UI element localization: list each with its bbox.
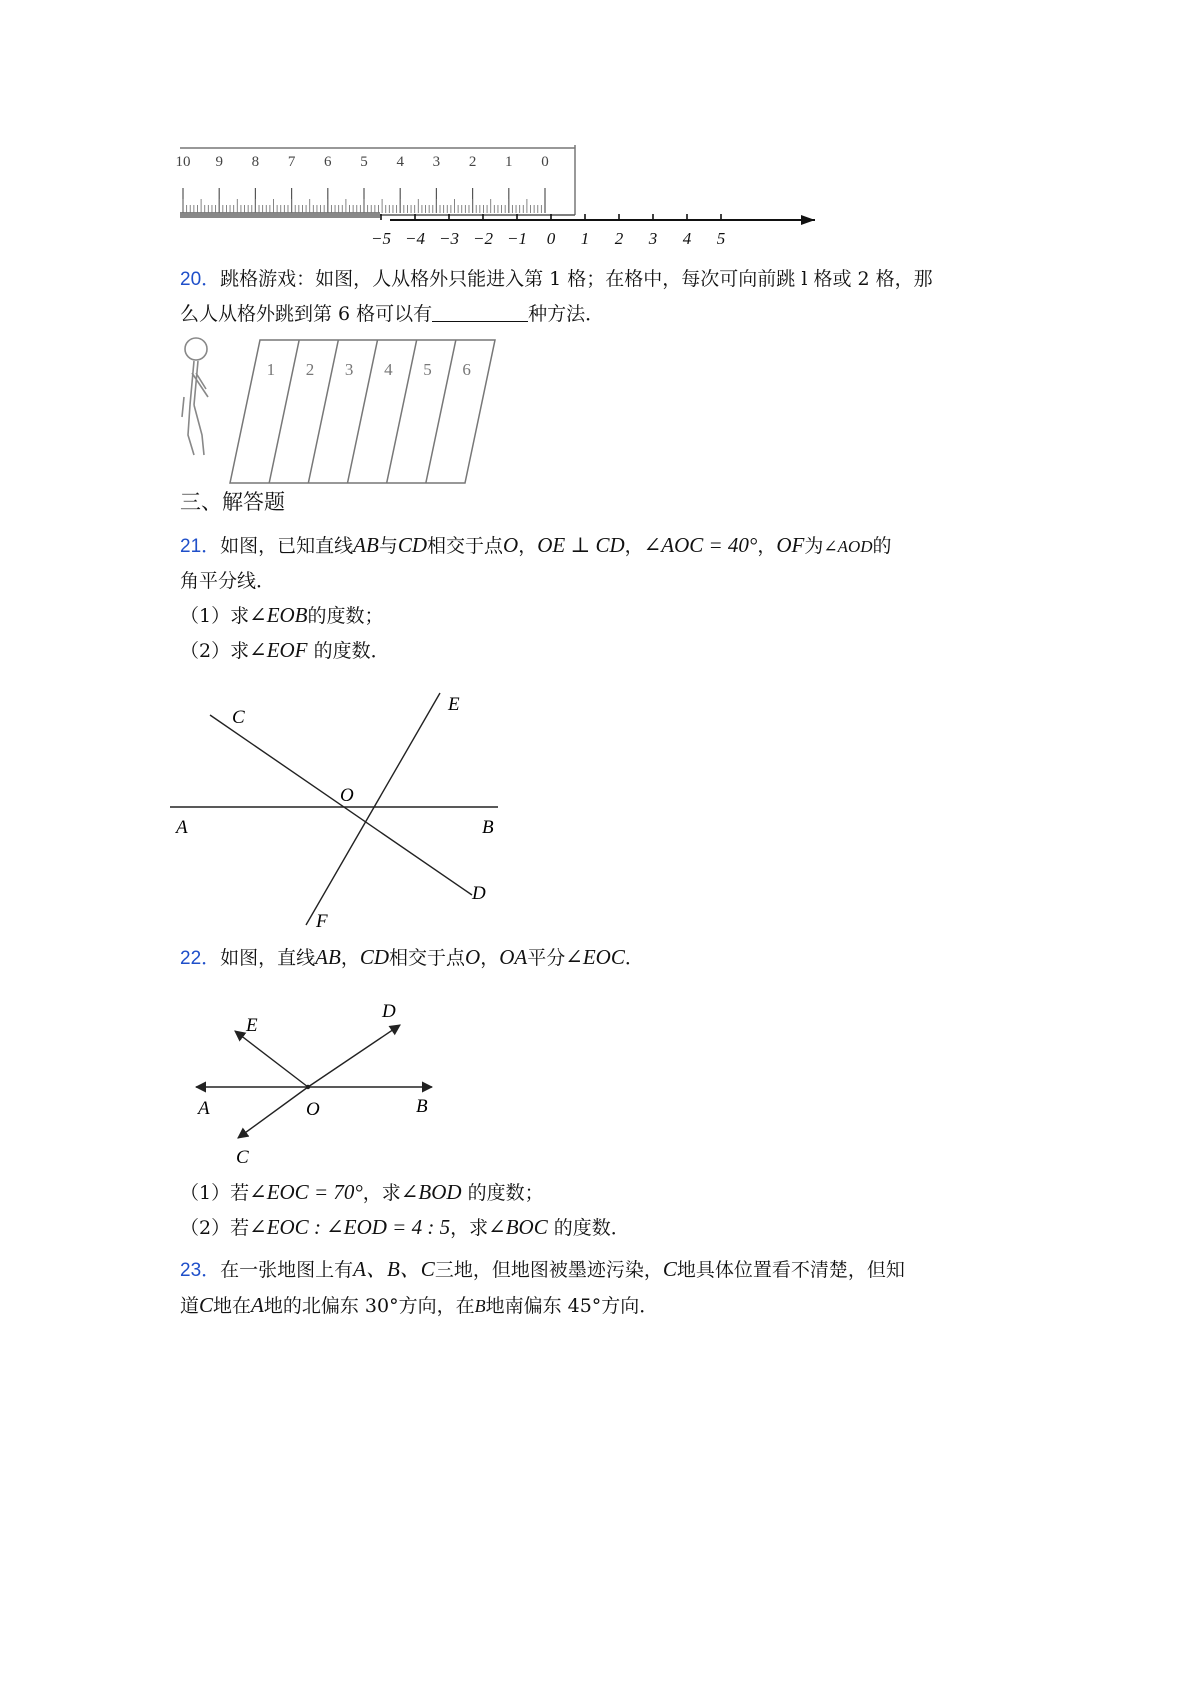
- text: ，: [340, 947, 360, 969]
- label-o: O: [306, 1099, 320, 1120]
- question-number: 21．: [180, 536, 221, 557]
- number-line-label: 1: [580, 229, 590, 248]
- math: C: [199, 1293, 214, 1317]
- text: 的度数．: [553, 1217, 630, 1239]
- figure-22: [180, 995, 450, 1170]
- text: 地南偏东 45°方向．: [485, 1295, 659, 1317]
- text: ，求: [450, 1217, 489, 1239]
- number-line-label: 4: [682, 229, 692, 248]
- question-number: 20．: [180, 269, 221, 290]
- text: 的度数．: [313, 640, 390, 662]
- label-b: B: [416, 1096, 428, 1117]
- ruler-label: 0: [541, 154, 549, 170]
- ruler-label: 8: [251, 154, 260, 170]
- number-line-label: −5: [371, 229, 391, 248]
- math: ∠BOD: [400, 1180, 462, 1204]
- text: ，: [624, 535, 644, 557]
- number-line-label: −3: [439, 229, 459, 248]
- math: ∠BOC: [488, 1215, 548, 1239]
- question-number: 23．: [180, 1260, 221, 1281]
- math: O: [465, 945, 481, 969]
- math: AB: [353, 533, 379, 557]
- question-21-part-1: [180, 598, 1040, 633]
- ray-oe: [235, 1031, 308, 1087]
- text: 在一张地图上有: [220, 1259, 354, 1281]
- text: 如图，直线: [220, 947, 316, 969]
- math: OE ⊥ CD: [537, 533, 625, 557]
- question-23: [180, 1252, 1040, 1323]
- question-22-part-1: [180, 1175, 1020, 1210]
- math: C: [662, 1257, 677, 1281]
- math: OF: [776, 533, 805, 557]
- point-o: [306, 1085, 310, 1089]
- ruler-label: 4: [396, 154, 404, 170]
- label-b: B: [482, 817, 494, 838]
- math: ∠EOF: [249, 638, 308, 662]
- question-21-line-2: 角平分线．: [180, 570, 276, 592]
- question-text: 么人从格外跳到第 6 格可以有: [180, 303, 433, 325]
- question-number: 22．: [180, 948, 221, 969]
- math: B: [474, 1296, 486, 1316]
- text: 三地，但地图被墨迹污染，: [434, 1259, 663, 1281]
- question-text: 跳格游戏：如图，人从格外只能进入第 1 格；在格中，每次可向前跳 l 格或 2 格，那: [220, 268, 933, 290]
- number-line-label: −4: [405, 229, 425, 248]
- label-a: A: [198, 1098, 210, 1119]
- number-line-label: 2: [614, 229, 624, 248]
- math: CD: [397, 533, 428, 557]
- question-text: 种方法．: [528, 303, 605, 325]
- label-o: O: [340, 785, 354, 806]
- text: 相交于点: [389, 947, 466, 969]
- math: ∠AOC = 40°: [643, 533, 758, 557]
- label-f: F: [316, 911, 328, 930]
- ruler-label: 10: [175, 154, 191, 170]
- question-21: [180, 528, 1040, 668]
- text: 如图，已知直线: [220, 535, 354, 557]
- ruler-label: 9: [215, 154, 223, 170]
- math: OA: [499, 945, 528, 969]
- question-23-line-1: [180, 1252, 1040, 1288]
- text: 与: [378, 535, 398, 557]
- text: （1）若: [180, 1182, 250, 1204]
- question-20: [180, 262, 1020, 331]
- grid-cell-label: 3: [344, 360, 354, 379]
- text: ，: [518, 535, 538, 557]
- question-22-part-2: [180, 1210, 1020, 1245]
- text: 地在: [213, 1295, 252, 1317]
- question-23-line-2: [180, 1288, 1040, 1323]
- number-line-label: 5: [716, 229, 726, 248]
- question-22: [180, 940, 1020, 976]
- math: ∠EOB: [249, 603, 308, 627]
- text: （1）求: [180, 605, 250, 627]
- answer-blank[interactable]: [432, 299, 528, 322]
- ray-oc: [238, 1087, 308, 1138]
- question-21-line-1: [180, 528, 1040, 564]
- math: ∠AOD: [823, 537, 873, 556]
- question-20-line-1: [180, 262, 1020, 297]
- ruler-numberline-figure: [175, 140, 815, 260]
- person-figure: [182, 338, 208, 455]
- number-line-label: −2: [473, 229, 493, 248]
- ruler-label: 6: [324, 154, 332, 170]
- text: 平分: [527, 947, 566, 969]
- grid-cell-label: 5: [423, 360, 432, 379]
- label-a: A: [176, 817, 188, 838]
- question-21-part-2: [180, 633, 1040, 668]
- number-line: [371, 214, 815, 248]
- math: ∠EOC = 70°: [249, 1180, 363, 1204]
- label-d: D: [472, 883, 486, 904]
- text: 的度数；: [307, 605, 384, 627]
- text: ，: [757, 535, 777, 557]
- text: （2）求: [180, 640, 250, 662]
- ruler-label: 2: [468, 154, 477, 170]
- label-c: C: [236, 1147, 249, 1168]
- ruler-label: 1: [505, 154, 513, 170]
- grid-cell-label: 2: [305, 360, 315, 379]
- math: AB: [315, 945, 341, 969]
- number-line-label: −1: [507, 229, 527, 248]
- text: 的度数；: [467, 1182, 544, 1204]
- ruler: [176, 145, 576, 218]
- jump-grid-figure: [180, 335, 520, 485]
- text: 的: [872, 535, 892, 557]
- text: 地具体位置看不清楚，但知: [676, 1259, 905, 1281]
- text: （2）若: [180, 1217, 250, 1239]
- text: 道: [180, 1295, 200, 1317]
- text: ，求: [362, 1182, 401, 1204]
- text: 为: [804, 535, 824, 557]
- math: O: [503, 533, 519, 557]
- figure-21: [170, 675, 510, 930]
- ruler-label: 5: [360, 154, 368, 170]
- number-line-label: 0: [546, 229, 556, 248]
- math: CD: [359, 945, 390, 969]
- math: ∠EOC: [565, 945, 625, 969]
- ray-oe-of: [306, 693, 440, 925]
- math: A: [251, 1293, 264, 1317]
- section-heading: 三、解答题: [180, 490, 285, 514]
- math: ∠EOC : ∠EOD = 4 : 5: [249, 1215, 451, 1239]
- text: 地的北偏东 30°方向，在: [263, 1295, 475, 1317]
- ruler-label: 3: [432, 154, 441, 170]
- grid-cell-label: 4: [384, 360, 393, 379]
- math: A、B、C: [353, 1257, 435, 1281]
- label-e: E: [246, 1015, 258, 1036]
- ray-od: [308, 1025, 400, 1087]
- text: ．: [624, 947, 644, 969]
- number-line-label: 3: [648, 229, 658, 248]
- label-c: C: [232, 707, 245, 728]
- label-e: E: [448, 694, 460, 715]
- grid-cell-label: 1: [266, 360, 276, 379]
- text: 相交于点: [427, 535, 504, 557]
- ruler-label: 7: [287, 154, 296, 170]
- grid-cell-label: 6: [462, 360, 471, 379]
- text: ，: [480, 947, 500, 969]
- question-22-parts: [180, 1175, 1020, 1245]
- label-d: D: [382, 1001, 396, 1022]
- question-20-line-2: [180, 297, 1020, 331]
